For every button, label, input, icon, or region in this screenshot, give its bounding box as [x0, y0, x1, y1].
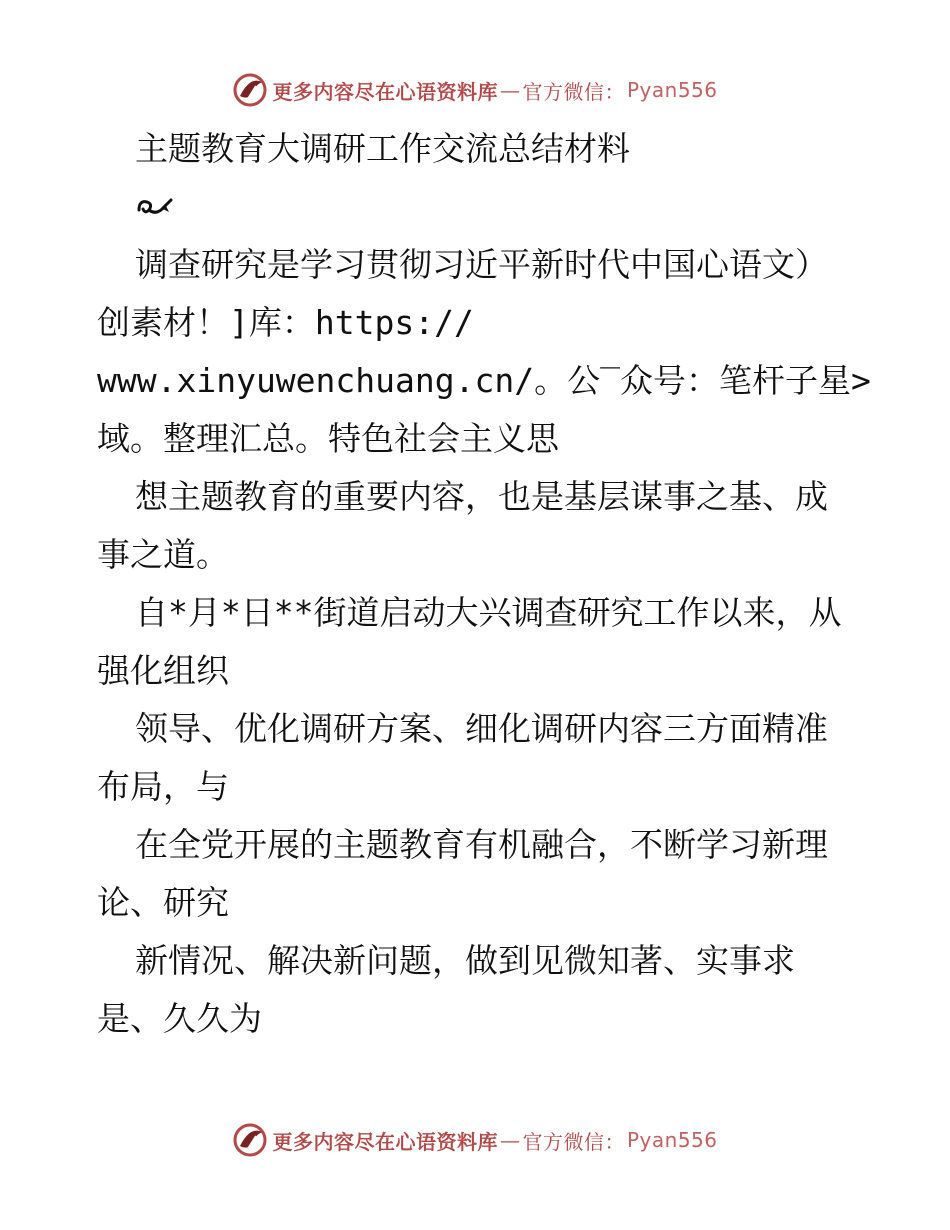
banner-brand-text: 更多内容尽在心语资料库 [272, 1129, 498, 1154]
banner-separator: — [499, 1128, 521, 1152]
document-body [97, 120, 871, 1048]
banner-wechat-label: 官方微信： [522, 79, 625, 104]
paragraph-line: 域。整理汇总。特色社会主义思 [97, 419, 559, 458]
paragraph-line: 领导、优化调研方案、细化调研内容三方面精准 [135, 709, 828, 748]
paragraph-line: 创素材！]库：https:// [97, 303, 474, 342]
paragraph-line: 事之道。 [97, 535, 229, 574]
paragraph-line: www.xinyuwenchuang.cn/。公‾众号：笔杆子星> [97, 361, 871, 400]
paragraph-line: 调查研究是学习贯彻习近平新时代中国心语文） [135, 245, 828, 284]
banner-separator: — [499, 78, 521, 102]
ornament-row [97, 178, 857, 236]
header-banner [0, 68, 950, 112]
paragraph-line: 自*月*日**街道启动大兴调查研究工作以来，从 [135, 593, 842, 632]
swirl-ornament-icon [135, 194, 175, 220]
brand-logo-icon [232, 1122, 268, 1158]
document-title: 主题教育大调研工作交流总结材料 [135, 129, 630, 168]
banner-wechat-handle: Pyan556 [626, 1128, 718, 1152]
paragraph-line: 是、久久为 [97, 999, 262, 1038]
paragraph-line: 在全党开展的主题教育有机融合，不断学习新理 [135, 825, 828, 864]
brand-logo-icon [232, 72, 268, 108]
banner-wechat-label: 官方微信： [522, 1129, 625, 1154]
banner-wechat-handle: Pyan556 [626, 78, 718, 102]
paragraph-line: 想主题教育的重要内容，也是基层谋事之基、成 [135, 477, 828, 516]
banner-brand-text: 更多内容尽在心语资料库 [272, 79, 498, 104]
paragraph-line: 布局，与 [97, 767, 229, 806]
footer-banner [0, 1118, 950, 1162]
paragraph-line: 强化组织 [97, 651, 229, 690]
paragraph-line: 新情况、解决新问题，做到见微知著、实事求 [135, 941, 795, 980]
paragraph-line: 论、研究 [97, 883, 229, 922]
